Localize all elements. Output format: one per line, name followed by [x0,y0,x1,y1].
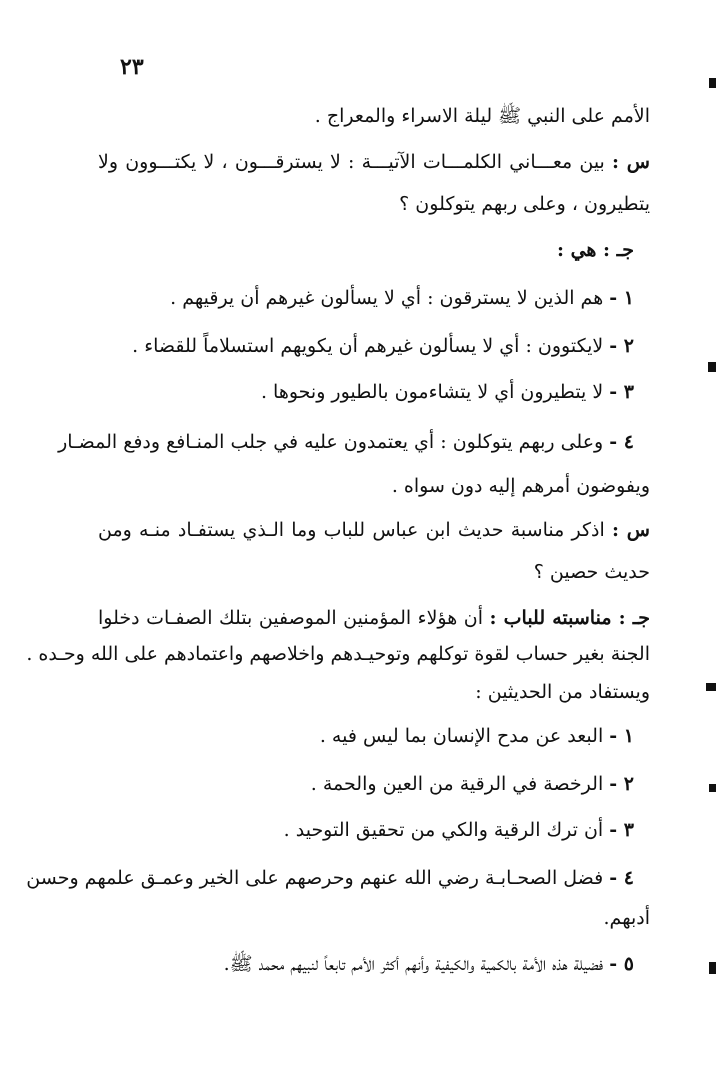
text-line [399,190,650,218]
list-item [58,428,634,456]
scan-edge-mark [709,78,716,88]
line-text: بين معـــاني الكلمـــات الآتيـــة : لا يسترقـــون ، لا يكتـــوون ولا [98,151,613,173]
answer-line [98,604,650,632]
line-text: لا يتطيرون أي لا يتشاءمون بالطيور ونحوها . [260,381,610,403]
item-number: ٣ - [609,381,634,403]
list-item [132,332,634,360]
line-text: فضل الصحـابـة رضي الله عنهم وحرصهم على الخير وعمـق علمهم وحسن [26,867,610,889]
line-text: الرخصة في الرقية من العين والحمة . [310,773,610,795]
line-text: الجنة بغير حساب لقوة توكلهم وتوحيـدهم واخلاصهم واعتمادهم على الله وحـده . [26,643,650,665]
scan-edge-mark [709,784,716,792]
line-text: أن ترك الرقية والكي من تحقيق التوحيد . [283,819,610,841]
line-text: ويستفاد من الحديثين : [475,681,650,703]
question-line [98,148,650,176]
item-number: ٤ - [609,867,634,889]
item-number: ١ - [609,287,634,309]
page-number: ٢٣ [120,54,144,80]
text-line [392,472,650,500]
line-text: ويفوضون أمرهم إليه دون سواه . [391,475,650,497]
scan-edge-mark [709,962,716,974]
text-line [315,102,650,130]
line-text: هم الذين لا يسترقون : أي لا يسألون غيرهم أن يرقيهم . [170,287,610,309]
list-item [311,770,634,798]
line-text: أدبهم. [603,907,650,929]
line-text: اذكر مناسبة حديث ابن عباس للباب وما الـذي يستفـاد منـه ومن [98,519,612,541]
answer-label: جـ : هي : [556,239,634,261]
item-number: ٥ - [609,953,634,975]
list-item [224,950,634,978]
scan-edge-mark [706,683,716,691]
question-label: س : [611,519,650,541]
scan-edge-mark [708,362,716,372]
line-text: لايكتوون : أي لا يسألون غيرهم أن يكويهم استسلاماً للقضاء . [132,335,610,357]
item-number: ٤ - [609,431,634,453]
question-line [98,516,650,544]
answer-label: جـ : مناسبته للباب : [489,607,651,629]
text-line [26,640,650,668]
answer-line [557,236,634,264]
line-text: الأمم على النبي ﷺ ليلة الاسراء والمعراج . [314,105,650,127]
question-label: س : [612,151,650,173]
item-number: ٢ - [609,773,634,795]
list-item [261,378,634,406]
item-number: ١ - [609,725,634,747]
list-item [170,284,634,312]
item-number: ٢ - [609,335,634,357]
line-text: أن هؤلاء المؤمنين الموصفين بتلك الصفـات دخلوا [98,607,490,629]
line-text: حديث حصين ؟ [533,561,650,583]
line-text: فضيلة هذه الأمة بالكمية والكيفية وأنهم أكثر الأمم تابعاً لنبيهم محمد ﷺ. [223,953,610,975]
list-item [284,816,634,844]
line-text: البعد عن مدح الإنسان بما ليس فيه . [319,725,610,747]
list-item [320,722,634,750]
line-text: وعلى ربهم يتوكلون : أي يعتمدون عليه في جلب المنـافع ودفع المضـار [58,431,610,453]
line-text: يتطيرون ، وعلى ربهم يتوكلون ؟ [399,193,650,215]
list-item [26,864,634,892]
text-line [475,678,650,706]
item-number: ٣ - [609,819,634,841]
text-line [534,558,650,586]
text-line [604,904,650,932]
